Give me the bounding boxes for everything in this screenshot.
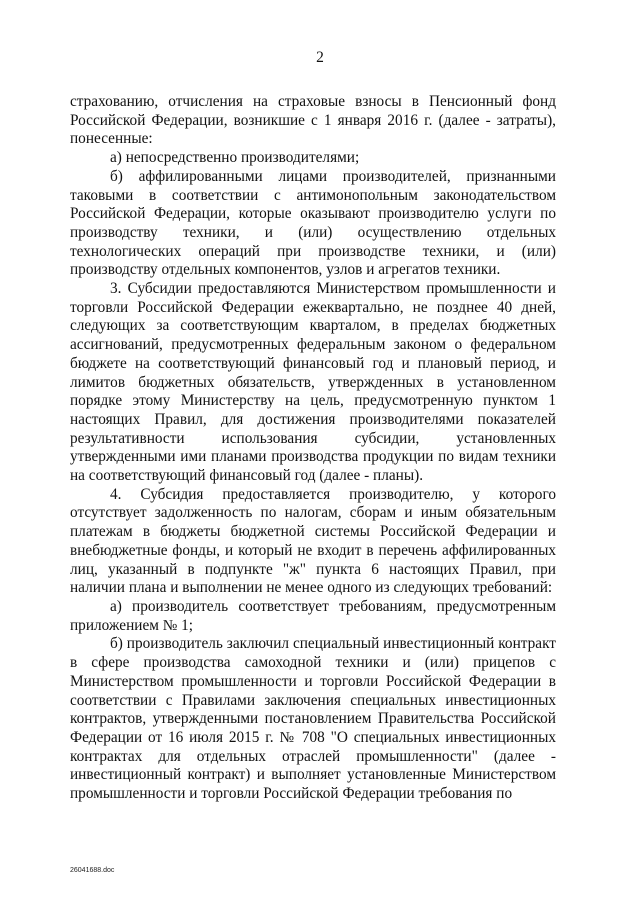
paragraph-clause-3: 3. Субсидии предоставляются Министерством промышленности и торговли Российской Федерации ежеквартально, не позднее 40 дней, следующих за соответствующим кварталом, в пределах бюджетных ассигнований, предусмотренных федеральным законом о федеральном бюджете на соответствующий финансовый год и плановый период, и лимитов бюджетных обязательств, утвержденных в установленном порядке этому Министерству на цель, предусмотренную пунктом 1 настоящих Правил, для достижения производителями показателей результативности использования субсидии, установленных утвержденными ими планами производства продукции по видам техники на соответствующий финансовый год (далее - планы). (70, 280, 556, 485)
paragraph-intro: страхованию, отчисления на страховые взносы в Пенсионный фонд Российской Федерации, возникшие с 1 января 2016 г. (далее - затраты), понесенные: (70, 93, 556, 148)
paragraph-item-b: б) аффилированными лицами производителей, признанными таковыми в соответствии с антимонопольным законодательством Российской Федерации, которые оказывают производителю услуги по производству техники, и (или) осуществлению отдельных технологических операций при производстве техники, и (или) производству отдельных компонентов, узлов и агрегатов техники. (70, 167, 556, 279)
document-body (70, 93, 556, 804)
page-number: 2 (316, 49, 324, 66)
paragraph-clause-4: 4. Субсидия предоставляется производителю, у которого отсутствует задолженность по налогам, сборам и иным обязательным платежам в бюджеты бюджетной системы Российской Федерации и внебюджетные фонды, и который не входит в перечень аффилированных лиц, указанный в подпункте "ж" пункта 6 настоящих Правил, при наличии плана и выполнении не менее одного из следующих требований: (70, 485, 556, 597)
file-code-footer: 26041688.doc (70, 867, 115, 874)
paragraph-clause-4-item-a: а) производитель соответствует требованиям, предусмотренным приложением № 1; (70, 597, 556, 634)
paragraph-item-a: а) непосредственно производителями; (110, 149, 360, 167)
paragraph-clause-4-item-b: б) производитель заключил специальный инвестиционный контракт в сфере производства самоходной техники и (или) прицепов с Министерством промышленности и торговли Российской Федерации в соответствии с Правилами заключения специальных инвестиционных контрактов, утвержденными постановлением Правительства Российской Федерации от 16 июля 2015 г. № 708 "О специальных инвестиционных контрактах для отдельных отраслей промышленности" (далее - инвестиционный контракт) и выполняет установленные Министерством промышленности и торговли Российской Федерации требования по (70, 635, 556, 803)
